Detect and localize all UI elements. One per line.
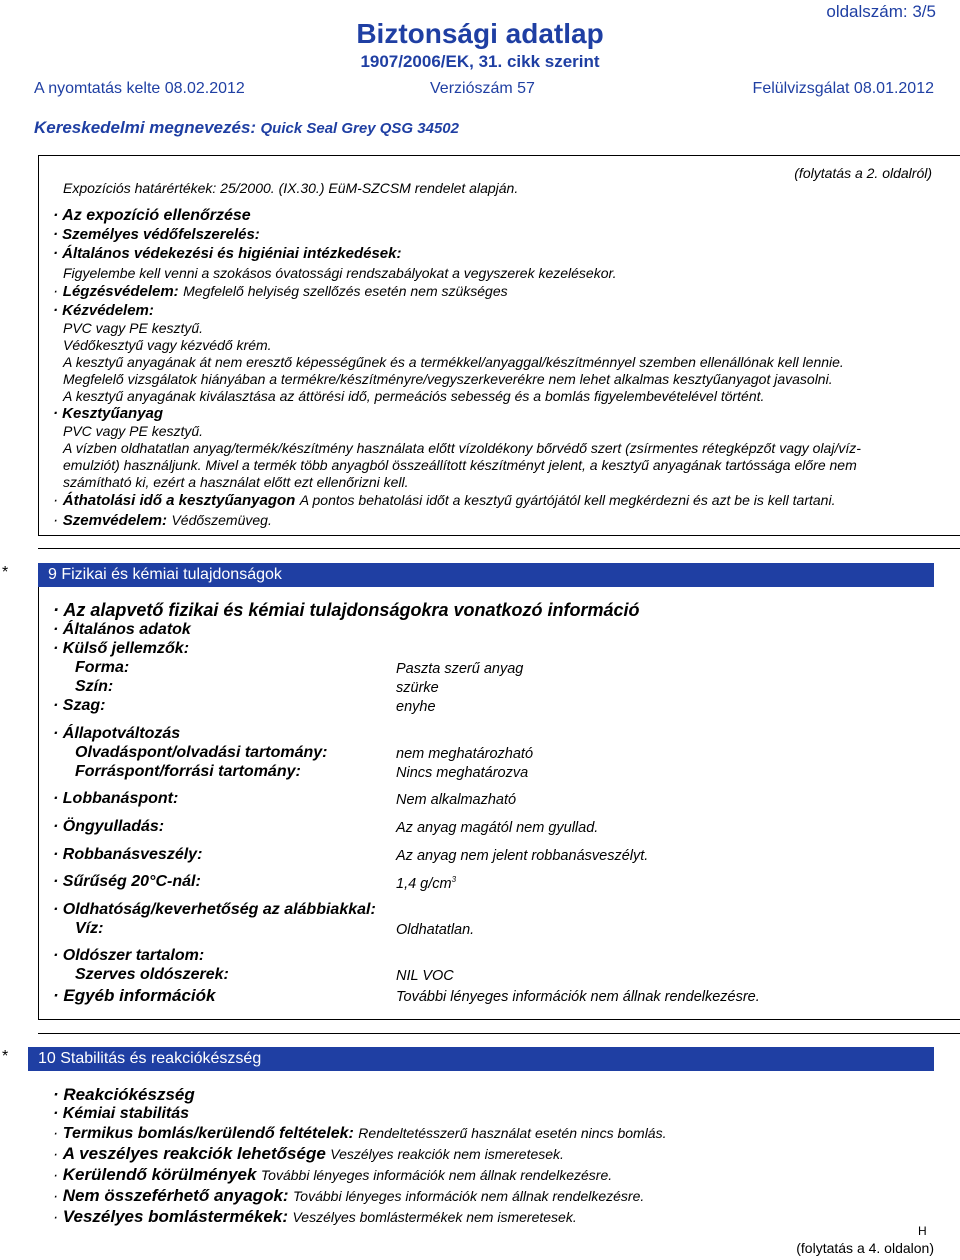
general-text: Figyelembe kell venni a szokásos óvatossági rendszabályokat a vegyszerek kezelésekor.: [63, 265, 617, 281]
explosion-value: Az anyag nem jelent robbanásveszélyt.: [396, 848, 649, 864]
incompatible-materials: · Nem összeférhető anyagok: További lényeges információk nem állnak rendelkezésre.: [53, 1186, 645, 1205]
footer-marker: H: [918, 1224, 927, 1238]
section10-top-border: [38, 1033, 960, 1034]
revision-date: Felülvizsgálat 08.01.2012: [752, 80, 934, 97]
density-label: · Sűrűség 20°C-nál:: [53, 873, 201, 890]
section10-title: 10 Stabilitás és reakciókészség: [38, 1050, 262, 1067]
density-unit-superscript: 3: [451, 875, 457, 884]
continued-on: (folytatás a 4. oldalon): [796, 1240, 934, 1256]
reactivity: · Reakciókészség: [53, 1085, 195, 1104]
form-value: Paszta szerű anyag: [396, 661, 524, 677]
general-data: · Általános adatok: [53, 621, 191, 638]
page-number: oldalszám: 3/5: [826, 2, 936, 21]
water-label: Víz:: [75, 920, 104, 937]
section8-box-left: [38, 155, 39, 535]
document-title: Biztonsági adatlap: [356, 18, 604, 49]
glove-line-1: PVC vagy PE kesztyű.: [63, 423, 204, 439]
hand-protection: · Kézvédelem:: [53, 302, 154, 319]
hand-line-2: Védőkesztyű vagy kézvédő krém.: [63, 337, 272, 353]
hazardous-decomposition: · Veszélyes bomlástermékek: Veszélyes bomlástermékek nem ismeretesek.: [53, 1207, 577, 1226]
ignition-label: · Öngyulladás:: [53, 818, 165, 835]
conditions-to-avoid: · Kerülendő körülmények További lényeges információk nem állnak rendelkezésre.: [53, 1165, 613, 1184]
boiling-label: Forráspont/forrási tartomány:: [75, 763, 301, 780]
trade-name-value: Quick Seal Grey QSG 34502: [260, 120, 459, 137]
solvent-label: · Oldószer tartalom:: [53, 947, 205, 964]
color-value: szürke: [396, 680, 439, 696]
glove-material: · Kesztyűanyag: [53, 405, 164, 422]
explosion-label: · Robbanásveszély:: [53, 846, 203, 863]
exposure-limits: Expozíciós határértékek: 25/2000. (IX.30.) EüM-SZCSM rendelet alapján.: [63, 180, 519, 196]
form-label: Forma:: [75, 659, 130, 676]
chemical-stability: · Kémiai stabilitás: [53, 1105, 190, 1122]
boiling-value: Nincs meghatározva: [396, 765, 529, 781]
exposure-control: · Az expozíció ellenőrzése: [53, 207, 251, 224]
glove-line-4: számítható ki, ezért a használat előtt ezt ellenőrizni kell.: [63, 474, 409, 490]
general-measures: · Általános védekezési és higiéniai intézkedések:: [53, 245, 402, 262]
trade-name-label: Kereskedelmi megnevezés:: [34, 118, 257, 137]
organic-label: Szerves oldószerek:: [75, 966, 229, 983]
density-value: 1,4 $g/cm^3$: [396, 875, 457, 892]
glove-line-2: A vízben oldhatatlan anyag/termék/készítmény használata előtt vízoldékony bőrvédő szert (zsírmentes rétegképzőt vagy olaj/víz-: [63, 440, 861, 456]
section9-star: *: [2, 564, 9, 581]
flash-label: · Lobbanáspont:: [53, 790, 179, 807]
color-label: Szín:: [75, 678, 114, 695]
section9-top-border: [38, 548, 960, 549]
other-info-value: További lényeges információk nem állnak rendelkezésre.: [396, 989, 760, 1005]
odor-value: enyhe: [396, 699, 436, 715]
other-info-label: · Egyéb információk: [53, 986, 216, 1005]
organic-value: NIL VOC: [396, 968, 454, 984]
eye-protection: · Szemvédelem: Védőszemüveg.: [53, 512, 272, 529]
section9-box-bottom: [38, 1019, 960, 1020]
section10-star: *: [2, 1048, 9, 1065]
appearance: · Külső jellemzők:: [53, 640, 190, 657]
print-date: A nyomtatás kelte 08.02.2012: [34, 80, 245, 97]
hand-line-5: A kesztyű anyagának kiválasztása az áttörési idő, permeációs sebesség és a bomlás figyelembevételével történt.: [63, 388, 765, 404]
hand-line-4: Megfelelő vizsgálatok hiányában a termékre/készítményre/vegyszerkeverékre nem lehet alkalmas kesztyűanyagot javasolni.: [63, 371, 833, 387]
document-subtitle: 1907/2006/EK, 31. cikk szerint: [360, 52, 600, 71]
hand-line-3: A kesztyű anyagának át nem eresztő képességűnek és a termékkel/anyaggal/készítménnyel szemben ellenállónak kell lennie.: [63, 354, 844, 370]
hand-line-1: PVC vagy PE kesztyű.: [63, 320, 204, 336]
trade-name: [34, 118, 459, 138]
melting-label: Olvadáspont/olvadási tartomány:: [75, 744, 328, 761]
water-value: Oldhatatlan.: [396, 922, 475, 938]
thermal-decomposition: · Termikus bomlás/kerülendő feltételek: Rendeltetésszerű használat esetén nincs bomlás.: [53, 1125, 667, 1142]
solubility-label: · Oldhatóság/keverhetőség az alábbiakkal:: [53, 901, 376, 918]
respiratory-protection: · Légzésvédelem: Megfelelő helyiség szellőzés esetén nem szükséges: [53, 283, 508, 300]
section8-box-bottom: [38, 535, 960, 536]
flash-value: Nem alkalmazható: [396, 792, 517, 808]
hazardous-reactions: · A veszélyes reakciók lehetősége Veszélyes reakciók nem ismeretesek.: [53, 1144, 564, 1163]
basic-info-heading: · Az alapvető fizikai és kémiai tulajdonságokra vonatkozó információ: [53, 600, 640, 620]
melting-value: nem meghatározható: [396, 746, 534, 762]
penetration-time: · Áthatolási idő a kesztyűanyagon A pontos behatolási időt a kesztyű gyártójától kell megkérdezni és azt be is kell tartani.: [53, 492, 836, 509]
odor-label: · Szag:: [53, 697, 106, 714]
glove-line-3: emulziót) használjunk. Mivel a termék több anyagból összeállított készítményt jelent, a kesztyű anyagának tartóssága előre nem: [63, 457, 857, 473]
continued-from: (folytatás a 2. oldalról): [794, 165, 932, 181]
ppe-heading: · Személyes védőfelszerelés:: [53, 226, 260, 243]
state-change: · Állapotváltozás: [53, 725, 181, 742]
section9-title: 9 Fizikai és kémiai tulajdonságok: [48, 566, 282, 583]
section9-box-left: [38, 587, 39, 1019]
ignition-value: Az anyag magától nem gyullad.: [396, 820, 599, 836]
section8-box-top: [38, 155, 960, 156]
version-number: Verziószám 57: [430, 80, 535, 97]
